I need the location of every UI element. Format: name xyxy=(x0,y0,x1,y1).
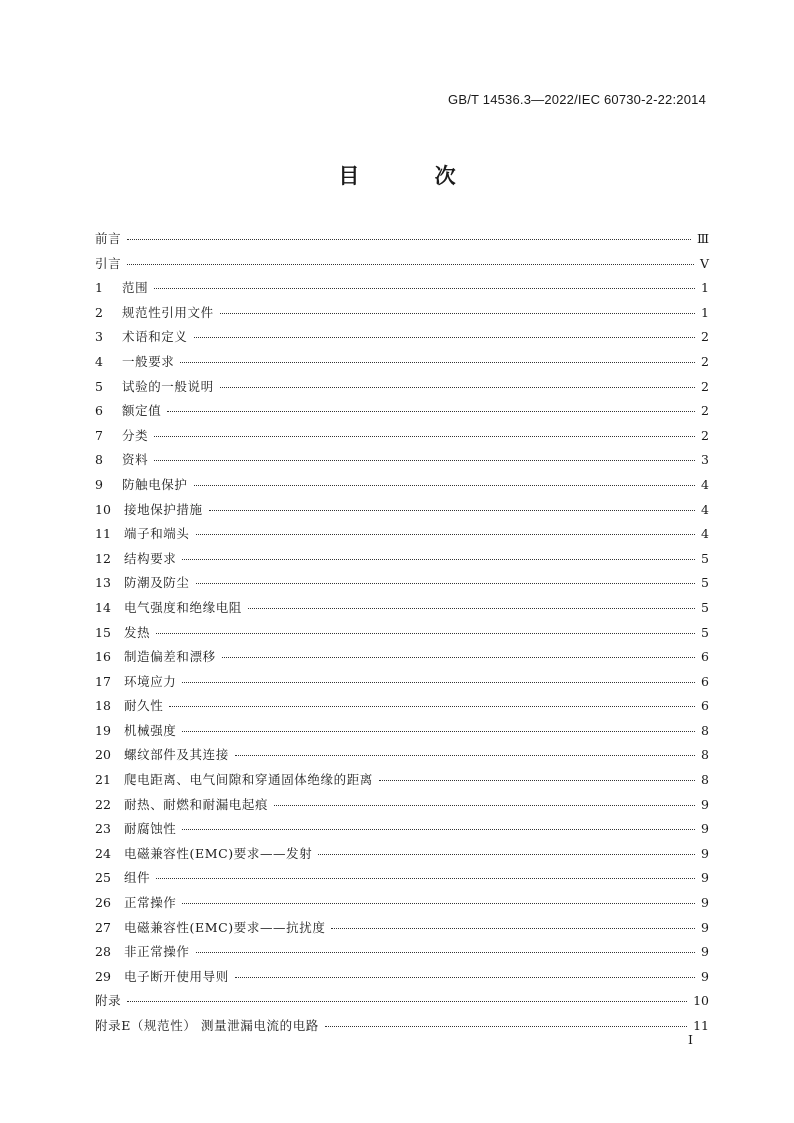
toc-entry-page: 5 xyxy=(701,575,709,591)
toc-entry-number: 25 xyxy=(95,870,111,886)
toc-leader-dots xyxy=(127,252,694,265)
toc-entry-title: 接地保护措施 xyxy=(124,501,203,517)
toc-entry-number: 28 xyxy=(95,944,111,960)
toc-leader-dots xyxy=(235,743,695,756)
toc-leader-dots xyxy=(220,375,695,388)
toc-entry-title: 一般要求 xyxy=(122,353,175,369)
toc-leader-dots xyxy=(127,227,691,240)
toc-entry-title: 端子和端头 xyxy=(124,526,190,542)
toc-entry-title: 螺纹部件及其连接 xyxy=(124,747,229,763)
toc-leader-dots xyxy=(156,866,695,879)
toc-entry[interactable] xyxy=(95,866,709,891)
toc-entry-number: 11 xyxy=(95,526,111,542)
page-number: I xyxy=(688,1032,693,1047)
toc-leader-dots xyxy=(154,276,695,289)
toc-entry-page: 2 xyxy=(701,427,709,443)
toc-entry[interactable] xyxy=(95,596,709,621)
toc-entry-page: Ⅲ xyxy=(696,231,709,246)
toc-leader-dots xyxy=(235,965,695,978)
toc-entry-number: 24 xyxy=(95,845,111,861)
toc-entry-title: 耐久性 xyxy=(124,698,164,714)
toc-entry[interactable] xyxy=(95,375,709,400)
toc-entry[interactable] xyxy=(95,522,709,547)
toc-entry[interactable] xyxy=(95,694,709,719)
toc-leader-dots xyxy=(196,940,695,953)
toc-entry-title: 组件 xyxy=(124,870,151,886)
toc-leader-dots xyxy=(248,596,695,609)
toc-entry-title: 结构要求 xyxy=(124,550,177,566)
toc-leader-dots xyxy=(167,399,695,412)
toc-entry-page: 6 xyxy=(701,649,709,665)
toc-entry-title: 分类 xyxy=(122,427,149,443)
toc-entry-number: 8 xyxy=(95,452,103,468)
toc-leader-dots xyxy=(196,571,695,584)
toc-leader-dots xyxy=(169,694,695,707)
toc-leader-dots xyxy=(209,498,695,511)
toc-entry-page: 4 xyxy=(701,526,709,542)
toc-entry-title: 防触电保护 xyxy=(122,476,188,492)
toc-entry-number: 29 xyxy=(95,968,111,984)
toc-leader-dots xyxy=(274,793,695,806)
toc-entry-title: 制造偏差和漂移 xyxy=(124,649,216,665)
toc-entry-title: 电气强度和绝缘电阻 xyxy=(124,599,242,615)
toc-entry[interactable] xyxy=(95,325,709,350)
toc-leader-dots xyxy=(182,719,695,732)
toc-entry-page: 8 xyxy=(701,772,709,788)
toc-entry-number: 1 xyxy=(95,280,103,296)
toc-leader-dots xyxy=(379,768,695,781)
toc-entry-page: 5 xyxy=(701,599,709,615)
toc-entry-title: 范围 xyxy=(122,280,149,296)
toc-entry-number: 18 xyxy=(95,698,111,714)
toc-entry-number: 14 xyxy=(95,599,111,615)
toc-entry-page: 2 xyxy=(701,403,709,419)
toc-entry-number: 5 xyxy=(95,378,103,394)
table-of-contents xyxy=(95,227,709,1039)
toc-entry-title: 试验的一般说明 xyxy=(122,378,214,394)
toc-entry-number: 26 xyxy=(95,895,111,911)
toc-entry-number: 3 xyxy=(95,329,103,345)
toc-entry-number: 21 xyxy=(95,772,111,788)
toc-entry-page: 6 xyxy=(701,673,709,689)
toc-entry[interactable] xyxy=(95,768,709,793)
toc-entry-page: 6 xyxy=(701,698,709,714)
toc-entry-page: 9 xyxy=(701,821,709,837)
toc-entry-number: 7 xyxy=(95,427,103,443)
toc-entry-page: 2 xyxy=(701,378,709,394)
toc-entry-number: 4 xyxy=(95,353,103,369)
toc-entry-title: 前言 xyxy=(95,231,122,246)
toc-entry[interactable] xyxy=(95,399,709,424)
toc-leader-dots xyxy=(127,989,687,1002)
toc-entry-title: 电磁兼容性(EMC)要求——发射 xyxy=(124,845,313,861)
toc-entry-page: 9 xyxy=(701,796,709,812)
toc-entry-number: 23 xyxy=(95,821,111,837)
toc-entry[interactable] xyxy=(95,448,709,473)
toc-entry-number: 20 xyxy=(95,747,111,763)
toc-entry[interactable] xyxy=(95,670,709,695)
toc-entry-number: 19 xyxy=(95,722,111,738)
toc-entry-title: 引言 xyxy=(95,255,122,271)
toc-entry-number: 22 xyxy=(95,796,111,812)
toc-entry[interactable] xyxy=(95,842,709,867)
toc-entry[interactable] xyxy=(95,645,709,670)
toc-entry[interactable] xyxy=(95,621,709,646)
toc-entry-title: 附录 xyxy=(95,993,122,1009)
toc-entry[interactable] xyxy=(95,817,709,842)
toc-entry-title: 爬电距离、电气间隙和穿通固体绝缘的距离 xyxy=(124,772,373,788)
toc-entry-number: 2 xyxy=(95,304,103,320)
toc-entry-page: 8 xyxy=(701,747,709,763)
toc-entry-number: 27 xyxy=(95,919,111,935)
toc-entry[interactable] xyxy=(95,940,709,965)
toc-entry-title: 发热 xyxy=(124,624,151,640)
toc-leader-dots xyxy=(182,670,695,683)
toc-entry-number: 10 xyxy=(95,501,111,517)
toc-entry-title: 资料 xyxy=(122,452,149,468)
toc-entry-page: 3 xyxy=(701,452,709,468)
toc-leader-dots xyxy=(196,522,695,535)
toc-leader-dots xyxy=(220,301,695,314)
toc-entry[interactable] xyxy=(95,350,709,375)
toc-entry-page: 9 xyxy=(701,919,709,935)
toc-entry-page: 4 xyxy=(701,501,709,517)
toc-leader-dots xyxy=(154,448,695,461)
toc-entry[interactable] xyxy=(95,743,709,768)
toc-entry-page: 4 xyxy=(701,476,709,492)
toc-entry-title: 术语和定义 xyxy=(122,329,188,345)
toc-entry[interactable] xyxy=(95,719,709,744)
toc-entry[interactable] xyxy=(95,965,709,990)
toc-entry-title: 环境应力 xyxy=(124,673,177,689)
toc-entry[interactable] xyxy=(95,1014,709,1039)
toc-entry-number: 9 xyxy=(95,476,103,492)
toc-entry[interactable] xyxy=(95,276,709,301)
toc-entry[interactable] xyxy=(95,916,709,941)
toc-entry-page: 9 xyxy=(701,845,709,861)
toc-leader-dots xyxy=(182,547,695,560)
toc-entry-page: 1 xyxy=(701,304,709,320)
toc-entry-number: 16 xyxy=(95,649,111,665)
toc-entry-title: 附录E（规范性） 测量泄漏电流的电路 xyxy=(95,1018,319,1033)
standard-code: GB/T 14536.3—2022/IEC 60730-2-22:2014 xyxy=(448,92,706,107)
toc-entry[interactable] xyxy=(95,891,709,916)
toc-entry[interactable] xyxy=(95,793,709,818)
toc-entry[interactable] xyxy=(95,473,709,498)
toc-entry[interactable] xyxy=(95,301,709,326)
toc-leader-dots xyxy=(318,842,695,855)
toc-entry-title: 电磁兼容性(EMC)要求——抗扰度 xyxy=(124,919,326,935)
toc-entry-number: 6 xyxy=(95,403,103,419)
toc-entry-page: 9 xyxy=(701,968,709,984)
toc-entry-page: 1 xyxy=(701,280,709,296)
toc-entry-page: 2 xyxy=(701,353,709,369)
toc-leader-dots xyxy=(180,350,695,363)
toc-entry[interactable] xyxy=(95,424,709,449)
toc-entry-title: 防潮及防尘 xyxy=(124,575,190,591)
toc-leader-dots xyxy=(154,424,695,437)
toc-leader-dots xyxy=(194,325,695,338)
toc-entry-page: 5 xyxy=(701,624,709,640)
toc-leader-dots xyxy=(182,817,695,830)
toc-entry-title: 非正常操作 xyxy=(124,944,190,960)
toc-entry-page: 9 xyxy=(701,944,709,960)
toc-leader-dots xyxy=(325,1014,687,1027)
toc-entry-page: 9 xyxy=(701,895,709,911)
toc-entry-number: 12 xyxy=(95,550,111,566)
toc-entry[interactable] xyxy=(95,547,709,572)
toc-leader-dots xyxy=(182,891,695,904)
toc-entry-page: 11 xyxy=(693,1018,709,1033)
toc-entry-page: 2 xyxy=(701,329,709,345)
toc-entry-title: 规范性引用文件 xyxy=(122,304,214,320)
toc-entry-title: 耐腐蚀性 xyxy=(124,821,177,837)
toc-entry-page: 5 xyxy=(701,550,709,566)
page-title: 目 次 xyxy=(338,163,490,188)
toc-leader-dots xyxy=(194,473,695,486)
toc-entry[interactable] xyxy=(95,498,709,523)
toc-entry-title: 电子断开使用导则 xyxy=(124,968,229,984)
toc-entry-page: 9 xyxy=(701,870,709,886)
toc-entry-title: 额定值 xyxy=(122,403,162,419)
toc-entry-page: 10 xyxy=(693,993,709,1009)
toc-entry-number: 13 xyxy=(95,575,111,591)
toc-entry-title: 机械强度 xyxy=(124,722,177,738)
toc-entry[interactable] xyxy=(95,989,709,1014)
toc-entry-number: 17 xyxy=(95,673,111,689)
toc-entry-page: Ⅴ xyxy=(699,255,709,271)
toc-entry-number: 15 xyxy=(95,624,111,640)
toc-leader-dots xyxy=(156,621,695,634)
toc-entry[interactable] xyxy=(95,227,709,252)
toc-entry-title: 耐热、耐燃和耐漏电起痕 xyxy=(124,796,269,812)
toc-leader-dots xyxy=(331,916,695,929)
toc-entry-page: 8 xyxy=(701,722,709,738)
toc-leader-dots xyxy=(222,645,695,658)
toc-entry[interactable] xyxy=(95,252,709,277)
toc-entry-title: 正常操作 xyxy=(124,895,177,911)
toc-entry[interactable] xyxy=(95,571,709,596)
